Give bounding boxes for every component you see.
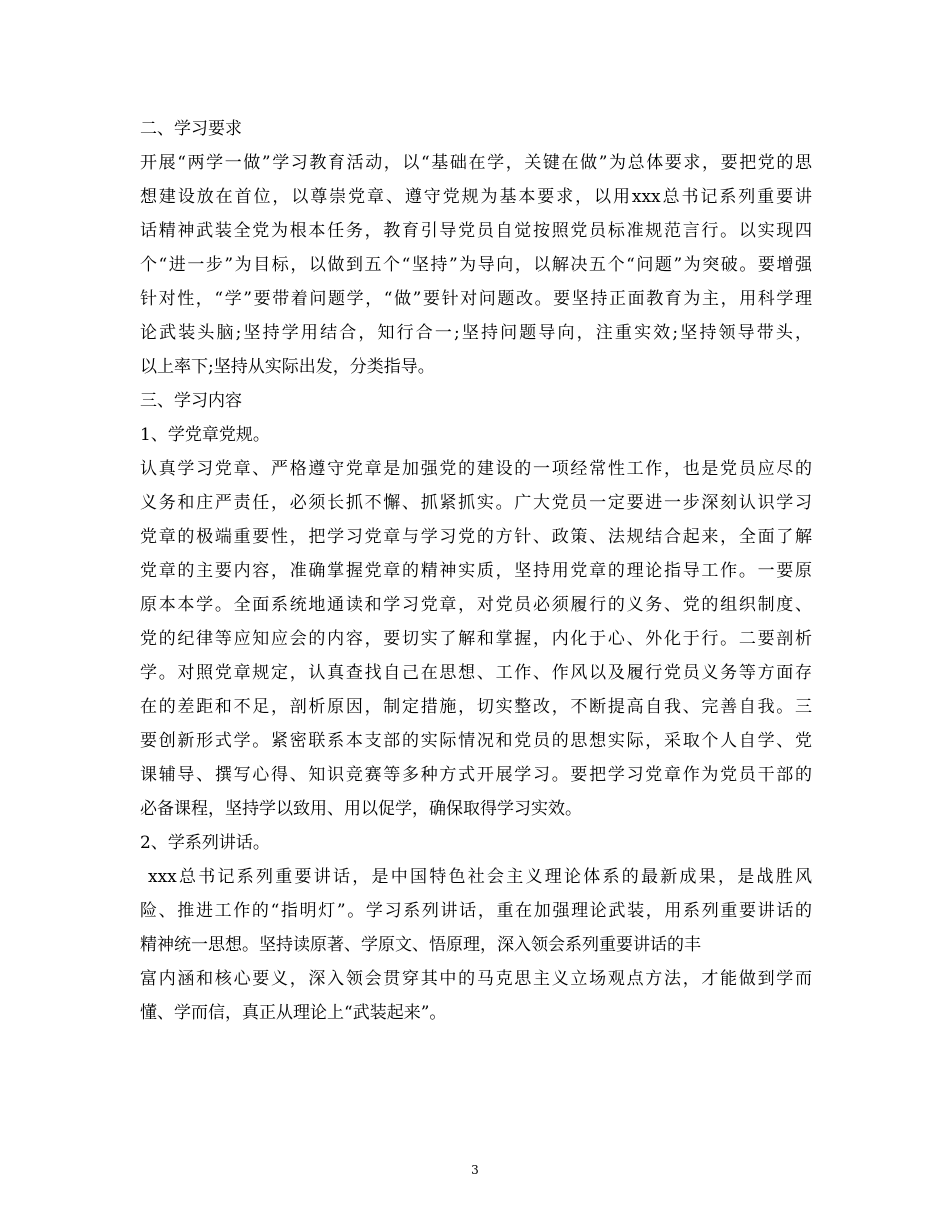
paragraph-line: 在的差距和不足，剖析原因，制定措施，切实整改，不断提高自我、完善自我。三 bbox=[140, 697, 812, 717]
paragraph-line: 懂、学而信，真正从理论上“武装起来”。 bbox=[140, 1003, 447, 1023]
paragraph-line: 必备课程，坚持学以致用、用以促学，确保取得学习实效。 bbox=[140, 799, 582, 819]
paragraph-line: 义务和庄严责任，必须长抓不懈、抓紧抓实。广大党员一定要进一步深刻认识学习 bbox=[140, 493, 812, 513]
paragraph-line: 认真学习党章、严格遵守党章是加强党的建设的一项经常性工作，也是党员应尽的 bbox=[140, 459, 812, 479]
page-number: 3 bbox=[471, 1163, 479, 1177]
paragraph-line: 以上率下;坚持从实际出发，分类指导。 bbox=[140, 357, 435, 377]
document-body bbox=[140, 112, 812, 1030]
paragraph-line: 个“进一步”为目标，以做到五个“坚持”为导向，以解决五个“问题”为突破。要增强 bbox=[140, 255, 812, 275]
paragraph-line: 学。对照党章规定，认真查找自己在思想、工作、作风以及履行党员义务等方面存 bbox=[140, 663, 812, 683]
paragraph-line: 想建设放在首位，以尊崇党章、遵守党规为基本要求，以用xxx总书记系列重要讲 bbox=[140, 187, 812, 207]
section-heading: 三、学习内容 bbox=[140, 391, 242, 411]
paragraph-line: 党的纪律等应知应会的内容，要切实了解和掌握，内化于心、外化于行。二要剖析 bbox=[140, 629, 812, 649]
paragraph-line: 险、推进工作的“指明灯”。学习系列讲话，重在加强理论武装，用系列重要讲话的 bbox=[140, 901, 812, 921]
subsection-heading: 1、学党章党规。 bbox=[140, 425, 270, 445]
section-heading: 二、学习要求 bbox=[140, 119, 242, 139]
paragraph-line: 富内涵和核心要义，深入领会贯穿其中的马克思主义立场观点方法，才能做到学而 bbox=[140, 969, 812, 989]
paragraph-line: 开展“两学一做”学习教育活动，以“基础在学，关键在做”为总体要求，要把党的思 bbox=[140, 153, 812, 173]
paragraph-line: 原本本学。全面系统地通读和学习党章，对党员必须履行的义务、党的组织制度、 bbox=[140, 595, 812, 615]
paragraph-line: 针对性，“学”要带着问题学，“做”要针对问题改。要坚持正面教育为主，用科学理 bbox=[140, 289, 812, 309]
paragraph-line: 课辅导、撰写心得、知识竞赛等多种方式开展学习。要把学习党章作为党员干部的 bbox=[140, 765, 812, 785]
paragraph-line: 党章的主要内容，准确掌握党章的精神实质，坚持用党章的理论指导工作。一要原 bbox=[140, 561, 812, 581]
paragraph-line: xxx总书记系列重要讲话，是中国特色社会主义理论体系的最新成果，是战胜风 bbox=[148, 867, 812, 887]
paragraph-line: 论武装头脑;坚持学用结合，知行合一;坚持问题导向，注重实效;坚持领导带头， bbox=[140, 323, 812, 343]
paragraph-line: 要创新形式学。紧密联系本支部的实际情况和党员的思想实际，采取个人自学、党 bbox=[140, 731, 812, 751]
paragraph-line: 精神统一思想。坚持读原著、学原文、悟原理，深入领会系列重要讲话的丰 bbox=[140, 935, 701, 955]
paragraph-line: 党章的极端重要性，把学习党章与学习党的方针、政策、法规结合起来，全面了解 bbox=[140, 527, 812, 547]
subsection-heading: 2、学系列讲话。 bbox=[140, 833, 270, 853]
paragraph-line: 话精神武装全党为根本任务，教育引导党员自觉按照党员标准规范言行。以实现四 bbox=[140, 221, 812, 241]
